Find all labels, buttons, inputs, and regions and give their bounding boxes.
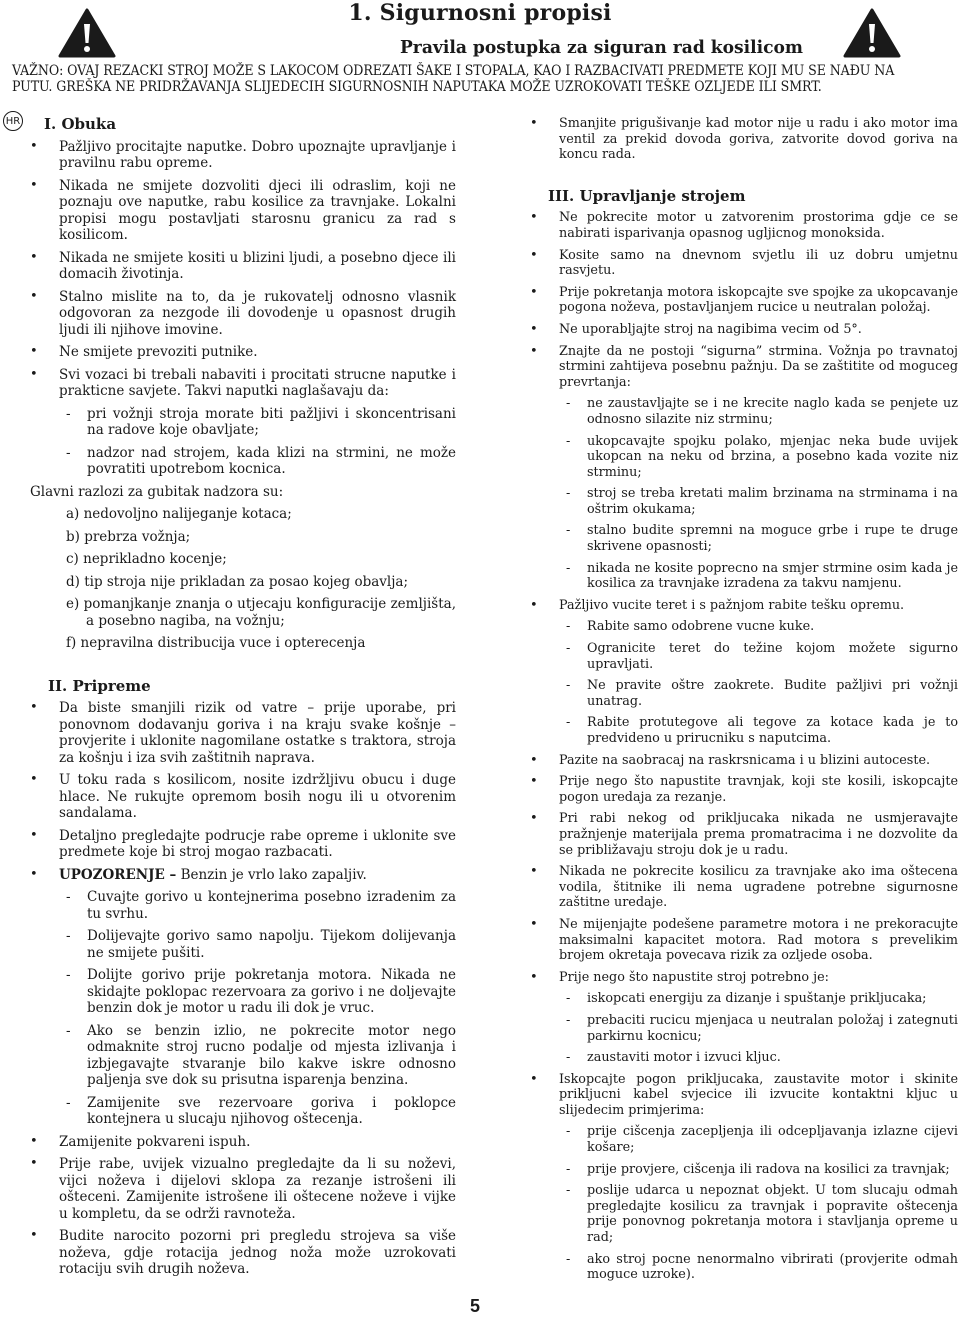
sub-item: - ukopcavajte spojku polako, mjenjac neka bude uvijek ukopcan na neku od brzina, a posebno kada vozite niz strminu; [566,433,958,480]
sub-item: - Rabite samo odobrene vucne kuke. [566,619,815,635]
list-item: • Znajte da ne postoji “sigurna” strmina. Vožnja po travnatoj strmini zahtijeva posebnu pažnju. Da se zaštitite od moguceg prevrtanja: [530,343,958,390]
list-item: • Pažljivo procitajte naputke. Dobro upoznajte upravljanje i pravilnu rabu opreme. [30,138,456,171]
list-item: • Prije nego što napustite travnjak, koji ste kosili, iskopcajte pogon uredaja za rezanje. [530,774,958,805]
warning-text-line-1: VAŽNO: OVAJ REZACKI STROJ MOŽE S LAKOCOM ODREZATI ŠAKE I STOPALA, KAO I RAZBACIVATI PREDMETE KOJI MU SE NAÐU NA [12,63,895,79]
sub-item: - zaustaviti motor i izvuci kljuc. [566,1050,781,1066]
sub-item: - prije provjere, cišcenja ili radova na kosilici za travnjak; [566,1161,950,1177]
page-title: 1. Sigurnosni propisi [348,0,612,26]
list-item: • Zamijenite pokvareni ispuh. [30,1133,251,1150]
section-title-training: I. Obuka [44,115,117,133]
list-item: • Nikada ne smijete kositi u blizini ljudi, a posebno djece ili domacih životinja. [30,249,456,282]
sub-item: - nikada ne kosite poprecno na smjer strmine osim kada je kosilica za travnjake izradena za takvu namjenu. [566,560,958,592]
list-item: • Pri rabi nekog od prikljucaka nikada ne usmjeravajte pražnjenje materijala prema promatracima i ne dozvolite da se približavaju stroju dok je u radu. [530,811,958,858]
sub-item: - stroj se treba kretati malim brzinama na strminama i na oštrim okukama; [566,486,958,517]
list-item: • Prije nego što napustite stroj potrebno je: [530,969,829,985]
sub-item: - ako stroj pocne nenormalno vibrirati (provjerite odmah moguce uzroke). [566,1251,958,1283]
lettered-item: c) neprikladno kocenje; [66,551,227,567]
sub-item: - ne zaustavljajte se i ne krecite naglo kada se penjete uz odnosno silazite niz strminu; [566,396,958,427]
right-column [530,116,958,1289]
page-number: 5 [470,1296,481,1316]
list-item: • Smanjite prigušivanje kad motor nije u radu i ako motor ima ventil za prekid dovoda goriva, zatvorite dovod goriva na koncu rada. [530,116,958,163]
sub-item: - prije cišcenja zacepljenja ili odcepljavanja izlazne cijevi košare; [566,1124,958,1156]
list-item: • Prije pokretanja motora iskopcajte sve spojke za ukopcavanje pogona noževa, postavljanjem rucice u neutralan položaj. [530,284,958,316]
sub-item: - prebaciti rucicu mjenjaca u neutralan položaj i zategnuti parkirnu kocnicu; [566,1012,958,1044]
sub-item: - iskopcati energiju za dizanje i spuštanje prikljucaka; [566,991,927,1007]
sub-item: - pri vožnji stroja morate biti pažljivi i skoncentrisani na radove koje obavljate; [66,405,456,438]
warning-text-line-2: PUTU. GREŠKA NE PRIDRŽAVANJA SLIJEDECIH SIGURNOSNIH NAPUTAKA MOŽE UZROKOVATI TEŠKE OZLJEDE ILI SMRT. [12,79,822,95]
list-item: • Iskopcajte pogon prikljucaka, zaustavite motor i skinite prikljucni kabel svjecice ili izvucite kontaktni kljuc u slijedecim primjerima: [530,1071,958,1118]
paragraph: Glavni razlozi za gubitak nadzora su: [30,483,284,500]
list-item: • Ne pokrecite motor u zatvorenim prostorima gdje ce se nabirati isparivanja opasnog ugljicnog monoksida. [530,210,958,241]
sub-item: - Zamijenite sve rezervoare goriva i poklopce kontejnera u slucaju njihovog oštecenja. [66,1094,456,1127]
lettered-item: e) pomanjkanje znanja o utjecaju konfiguracije zemljišta, a posebno nagiba, na vožnju; [66,596,456,629]
sub-item: - Dolijte gorivo prije pokretanja motora. Nikada ne skidajte poklopac rezervoara za gorivo i ne doljevajte benzin dok je motor u radu ili dok je vruc. [66,967,456,1016]
list-item: • Kosite samo na dnevnom svjetlu ili uz dobru umjetnu rasvjetu. [530,247,958,279]
list-item: • U toku rada s kosilicom, nosite izdržljivu obucu i duge hlace. Ne rukujte opremom bosih nogu ili u otvorenim sandalama. [30,772,456,821]
list-item: • Ne uporabljajte stroj na nagibima vecim od 5°. [530,321,862,337]
page-subtitle: Pravila postupka za siguran rad kosilicom [399,37,804,58]
list-item: • Ne mijenjajte podešene parametre motora i ne prekoracujte maksimalni kapacitet motora. Rad motora s prevelikim brojem okretaja povecava rizik za ozljede osoba. [530,916,958,964]
list-item: • Nikada ne smijete dozvoliti djeci ili odraslim, koji ne poznaju ove naputke, rabu kosilice za travnjake. Lokalni propisi mogu postavljati starosnu granicu za rad s kosilicom. [30,177,456,243]
language-badge: HR [3,111,23,131]
section-title-preparation: II. Pripreme [48,676,151,695]
sub-item: - Ako se benzin izlio, ne pokrecite motor nego odmaknite stroj rucno podalje od mjesta izlivanja i izbjegavajte stvaranje bilo kakve iskre odnosno paljenja sve dok su prisutna isparenja benzina. [66,1022,456,1088]
list-item: • Svi vozaci bi trebali nabaviti i procitati strucne naputke i prakticne savjete. Takvi naputki naglašavaju da: [30,366,456,399]
sub-item: - stalno budite spremni na moguce grbe i rupe te druge skrivene opasnosti; [566,523,958,555]
list-item: • Budite narocito pozorni pri pregledu strojeva sa više noževa, gdje rotacija jednog noža može uzrokovati rotaciju svih drugih noževa. [30,1228,456,1277]
list-item: • Detaljno pregledajte podrucje rabe opreme i uklonite sve predmete koje bi stroj mogao razbacati. [30,827,456,860]
sub-item: - Ne pravite oštre zaokrete. Budite pažljivi pri vožnji unatrag. [566,678,958,709]
list-item: • Da biste smanjili rizik od vatre – prije uporabe, pri ponovnom dodavanju goriva i na kraju svake košnje – provjerite i uklonite nagomilane ostatke s traktora, stroja za košnju i iza svih zaštitnih naprava. [30,700,456,766]
list-item: • Pazite na saobracaj na raskrsnicama i u blizini autoceste. [530,752,931,768]
left-column [30,116,456,1284]
sub-item: - poslije udarca u nepoznat objekt. U tom slucaju odmah pregledajte kosilicu za travnjak i popravite oštecenja prije ponovnog pokretanja motora i stavljanja opreme u rad; [566,1183,958,1246]
sub-item: - nadzor nad strojem, kada klizi na strmini, ne može povratiti upotrebom kocnica. [66,444,456,477]
list-item: • Ne smijete prevoziti putnike. [30,344,258,360]
list-item: • Nikada ne pokrecite kosilicu za travnjake ako ima oštecena vodila, štitnike ili nema ugradene potrebne sigurnosne zaštitne uredaje. [530,864,958,911]
lettered-item: b) prebrza vožnja; [66,528,191,545]
list-item: • Prije rabe, uvijek vizualno pregledajte da li su noževi, vijci noževa i dijelovi sklopa za rezanje istrošeni ili ošteceni. Zamijenite istrošene ili oštecene noževe i vijke u kompletu, da se održi ravnoteža. [30,1156,456,1222]
sub-item: - Dolijevajte gorivo samo napolju. Tijekom dolijevanja ne smijete pušiti. [66,928,456,961]
lettered-item: a) nedovoljno nalijeganje kotaca; [66,506,292,522]
list-item: • Pažljivo vucite teret i s pažnjom rabite tešku opremu. [530,597,905,613]
list-item: • Stalno mislite na to, da je rukovatelj odnosno vlasnik odgovoran za nezgode ili dovodenje u opasnost drugih ljudi ili njihove imovine. [30,288,456,338]
sub-item: - Ogranicite teret do težine kojom možete sigurno upravljati. [566,641,958,672]
sub-item: - Rabite protutegove ali tegove za kotace kada je to predvideno u prirucniku s naputcima. [566,715,958,746]
lettered-item: d) tip stroja nije prikladan za posao kojeg obavlja; [66,573,409,590]
section-title-operation: III. Upravljanje strojem [548,186,746,205]
list-item: • UPOZORENJE – Benzin je vrlo lako zapaljiv. [30,866,367,883]
sub-item: - Cuvajte gorivo u kontejnerima posebno izradenim za tu svrhu. [66,889,456,922]
lettered-item: f) nepravilna distribucija vuce i opterecenja [66,635,366,651]
